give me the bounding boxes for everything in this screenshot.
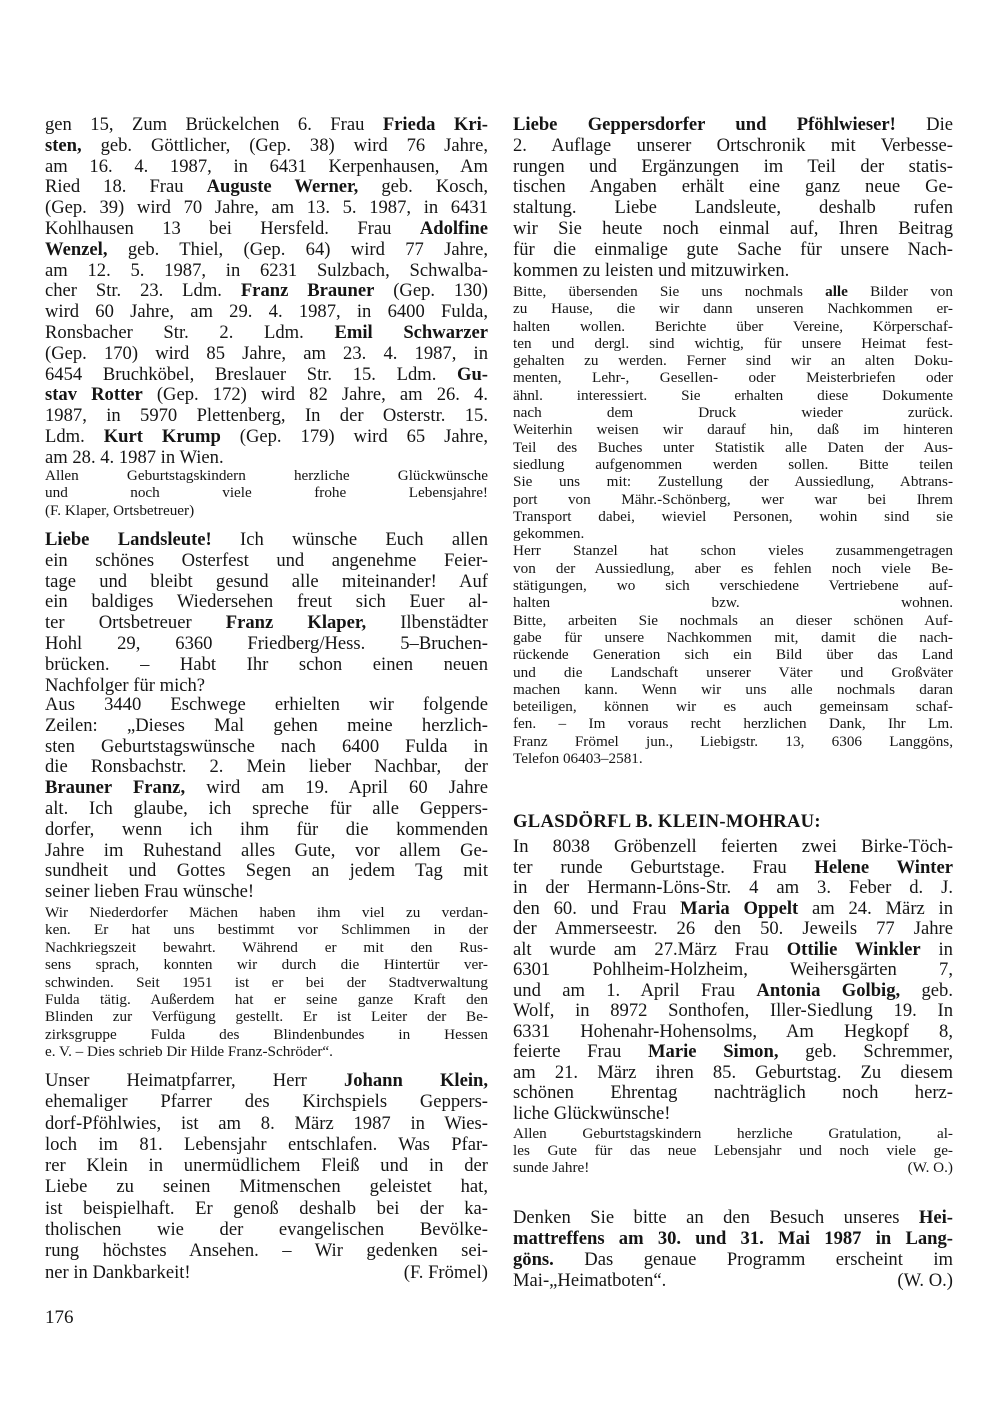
bold-name: Ottilie Winkler	[786, 938, 921, 960]
text-line	[45, 799, 488, 820]
bold-name: Maria Oppelt	[680, 897, 799, 919]
text-segment: staltung. Liebe Landsleute, deshalb rufen	[513, 197, 953, 219]
bold-name: Brauner Franz,	[45, 777, 186, 799]
text-segment: ken. Er hat uns bestimmt vor Schlimmen in der	[45, 921, 488, 939]
text-line	[513, 858, 953, 879]
text-segment: rungen und Ergänzungen im Teil der statis-	[513, 155, 953, 177]
text-segment: 6301 Pohlheim-Holzheim, Weihersgärten 7,	[513, 959, 953, 980]
text-line	[45, 778, 488, 799]
text-segment: Wolf, in 8972 Sonthofen, Iller-Siedlung 19. In	[513, 1000, 953, 1021]
text-segment: 6331 Hohenahr-Hohensolms, Am Hegkopf 8,	[513, 1020, 953, 1042]
text-line	[45, 757, 488, 778]
text-line	[513, 525, 953, 542]
text-segment: Wir Niederdorfer Mächen haben ihm viel zu verdan-	[45, 904, 488, 921]
bold-name: Johann Klein,	[343, 1070, 488, 1091]
text-line	[513, 491, 953, 508]
text-line	[513, 594, 953, 611]
text-segment: ten und dergl. sind wichtig, für unsere Heimat fest-	[513, 334, 953, 352]
text-line	[513, 560, 953, 577]
text-segment: 6454 Bruchköbel, Breslauer Str. 15. Ldm.	[45, 363, 457, 385]
text-segment: gehalten zu werden. Ferner sind wir an alten Doku-	[513, 352, 953, 370]
text-segment: machen kann. Wenn wir uns alle nochmals daran	[513, 680, 953, 698]
text-segment: In 8038 Gröbenzell feierten zwei Birke-Töch-	[513, 836, 953, 857]
text-line	[45, 115, 488, 136]
text-segment: geb. Göttlicher, (Gep. 38) wird 76 Jahre,	[81, 134, 488, 156]
text-line	[45, 841, 488, 862]
text-segment: GLASDÖRFL B. KLEIN-MOHRAU:	[513, 811, 821, 832]
text-line	[513, 698, 953, 715]
bold-name: Kurt Krump	[103, 425, 221, 447]
text-line	[45, 1026, 488, 1043]
text-line	[45, 427, 488, 448]
text-line	[513, 136, 953, 157]
text-line	[45, 921, 488, 938]
niederdorf-note	[45, 904, 488, 1061]
text-line	[45, 1008, 488, 1025]
text-segment: Bitte, übersenden Sie uns nochmals	[513, 283, 826, 300]
bold-name: Antonia Golbig,	[756, 979, 901, 1001]
text-segment: (Gep. 179) wird 65 Jahre,	[220, 425, 488, 447]
text-segment: und die Landschaft unserer Väter und Großväter	[513, 663, 953, 681]
text-segment: rung höchstes Ansehen. – Wir gedenken sei-	[45, 1240, 488, 1262]
text-segment: stätigungen, wo sich verschiedene Vertriebene auf-	[513, 577, 953, 595]
text-line	[45, 1240, 488, 1261]
text-segment: geb. Schremmer,	[778, 1041, 953, 1062]
text-line	[45, 157, 488, 178]
text-line	[45, 198, 488, 219]
text-segment: halten bzw. wohnen.	[513, 594, 953, 612]
text-segment: port von Mähr.-Schönberg, wer war bei Ihrem	[513, 490, 953, 508]
text-segment: Denken Sie bitte an den Besuch unseres	[513, 1207, 919, 1228]
text-segment: zu Hause, die wir dann unseren Nachkommen er-	[513, 300, 953, 318]
text-segment: ein schönes Osterfest und angenehme Feier-	[45, 549, 488, 571]
text-segment: Blinden zur Verfügung gestellt. Er ist Leiter der Be-	[45, 1008, 488, 1026]
text-line	[45, 939, 488, 956]
bold-name: Frieda Kri-	[382, 114, 488, 135]
text-line	[513, 811, 953, 833]
text-line	[45, 1113, 488, 1134]
text-segment: am 16. 4. 1987, in 6431 Kerpenhausen, Am	[45, 155, 488, 177]
text-line	[45, 882, 488, 903]
text-segment: sunde Jahre!	[513, 1159, 590, 1176]
text-segment: Allen Geburtstagskindern herzliche Glückwünsche	[45, 467, 488, 484]
text-line	[45, 1219, 488, 1240]
text-segment: Ilbenstädter	[366, 612, 488, 634]
text-line	[513, 508, 953, 525]
text-segment: (Gep. 130)	[374, 280, 488, 302]
bold-name: Franz Brauner	[240, 280, 375, 302]
text-line	[45, 956, 488, 973]
text-segment: Bilder von	[847, 283, 953, 300]
text-line	[45, 448, 488, 469]
text-segment: Mai-„Heimatboten“.	[513, 1270, 667, 1291]
text-segment: Franz Frömel jun., Liebigstr. 13, 6306 Langgöns,	[513, 732, 953, 750]
text-line	[45, 281, 488, 302]
text-line	[513, 456, 953, 473]
glasdoerfl-birthdays-paragraph	[513, 837, 953, 1124]
text-line	[513, 219, 953, 240]
text-segment: Das genaue Programm erscheint im	[553, 1249, 953, 1270]
text-line	[45, 716, 488, 737]
text-segment: tholischen wie der evangelischen Bevölke-	[45, 1219, 488, 1241]
text-segment: Jahre im Ruhestand alles Gute, vor allem Ge-	[45, 839, 488, 861]
text-line	[513, 577, 953, 594]
text-segment: der Ammerseestr. 26 den 50. Jeweils 77 Jahre	[513, 918, 953, 939]
text-segment: Ried 18. Frau	[45, 176, 207, 198]
text-line	[513, 733, 953, 750]
text-segment: rer Klein in unermüdlichem Fleiß und in der	[45, 1155, 488, 1177]
text-line	[45, 1155, 488, 1176]
bold-name: Emil Schwarzer	[334, 321, 489, 343]
text-segment: Liebe zu seinen Mitmenschen geleistet hat,	[45, 1176, 488, 1198]
text-segment: ehemaliger Pfarrer des Kirchspiels Geppers-	[45, 1091, 488, 1113]
bold-name: Liebe Geppersdorfer und Pföhlwieser!	[513, 114, 896, 135]
text-line	[45, 323, 488, 344]
bold-name: Franz Klaper,	[225, 612, 367, 634]
birthday-list-paragraph	[45, 115, 488, 469]
text-line	[513, 681, 953, 698]
text-segment: tischen Angaben erhält eine ganz neue Ge-	[513, 176, 953, 198]
text-segment: Herr Stanzel hat schon vieles zusammengetragen	[513, 542, 953, 560]
chronicle-request-note	[513, 283, 953, 767]
text-line	[513, 629, 953, 646]
text-line	[513, 1083, 953, 1104]
text-line	[513, 177, 953, 198]
author-signature: (F. Frömel)	[403, 1261, 488, 1283]
text-segment: halten wollen. Berichte über Vereine, Körperschaf-	[513, 317, 953, 335]
text-line	[45, 1070, 488, 1091]
text-line	[45, 592, 488, 613]
text-segment: Unser Heimatpfarrer, Herr	[45, 1070, 344, 1091]
text-segment: dorfer, wenn ich ihm für die kommenden	[45, 818, 488, 840]
text-line	[513, 981, 953, 1002]
text-line	[45, 1176, 488, 1197]
text-segment: schönen Ehrentag nachträglich noch herz-	[513, 1082, 953, 1103]
bold-name: Auguste Werner,	[206, 176, 359, 198]
text-segment: den 60. und Frau	[513, 897, 681, 919]
text-segment: Aus 3440 Eschwege erhielten wir folgende	[45, 694, 488, 715]
text-line	[513, 240, 953, 261]
text-line	[45, 551, 488, 572]
bold-name: göns.	[513, 1249, 554, 1270]
bold-name: Gu-	[457, 363, 488, 385]
text-line	[45, 240, 488, 261]
text-segment: ein baldiges Wiedersehen freut sich Euer al-	[45, 591, 488, 613]
text-line	[45, 136, 488, 157]
text-line	[45, 1262, 488, 1283]
text-segment: brücken. – Habt Ihr schon einen neuen	[45, 653, 488, 675]
text-segment: Allen Geburtstagskindern herzliche Gratulation, al-	[513, 1125, 953, 1142]
text-line	[513, 261, 953, 282]
text-segment: ist beispielhaft. Er genoß deshalb bei der ka-	[45, 1197, 488, 1219]
text-segment: sten Geburtstagswünsche nach 6400 Fulda in	[45, 735, 488, 757]
birthday-greeting-note	[45, 467, 488, 519]
bold-name: Liebe Landsleute!	[45, 529, 212, 550]
text-segment: alt. Ich glaube, ich spreche für alle Geppers-	[45, 797, 488, 819]
text-segment: Die	[895, 114, 953, 135]
text-line	[45, 365, 488, 386]
text-segment: Hohl 29, 6360 Friedberg/Hess. 5–Bruchen-	[45, 632, 488, 654]
text-line	[513, 473, 953, 490]
text-segment: (Gep. 39) wird 70 Jahre, am 13. 5. 1987, in 6431	[45, 197, 488, 219]
text-line	[45, 484, 488, 501]
text-line	[513, 646, 953, 663]
bold-name: sten,	[45, 134, 82, 156]
text-line	[513, 1104, 953, 1125]
text-segment: am 24. März in	[798, 897, 953, 919]
text-line	[513, 115, 953, 136]
bold-name: Wenzel,	[45, 238, 108, 260]
text-line	[513, 1001, 953, 1022]
text-line	[513, 1249, 953, 1270]
text-line	[45, 655, 488, 676]
text-line	[513, 1125, 953, 1142]
bold-name: mattreffens am 30. und 31. Mai 1987 in Lang-	[513, 1228, 953, 1249]
text-segment: Ich wünsche Euch allen	[211, 529, 489, 550]
text-line	[513, 919, 953, 940]
text-segment: gekommen.	[513, 525, 585, 543]
text-segment: geb. Thiel, (Gep. 64) wird 77 Jahre,	[107, 238, 488, 260]
text-line	[513, 715, 953, 732]
text-segment: ähnl. interessiert. Sie erhalten diese Dokumente	[513, 386, 953, 404]
text-segment: ner in Dankbarkeit!	[45, 1261, 191, 1283]
text-line	[45, 634, 488, 655]
heimattreffen-notice	[513, 1207, 953, 1291]
text-segment: Sie uns mit: Zustellung der Aussiedlung, Abtrans-	[513, 473, 953, 491]
text-line	[45, 385, 488, 406]
bold-name: Hei-	[918, 1207, 953, 1228]
text-segment: Weiterhin weisen wir darauf hin, daß im hinteren	[513, 421, 953, 439]
text-segment: kommen zu leisten und mitzuwirken.	[513, 259, 790, 281]
text-line	[513, 369, 953, 386]
text-line	[45, 991, 488, 1008]
text-segment: liche Glückwünsche!	[513, 1102, 671, 1124]
text-segment: ter Ortsbetreuer	[45, 612, 226, 634]
text-line	[513, 335, 953, 352]
text-segment: für die einmalige gute Sache für unsere Nach-	[513, 238, 953, 260]
text-segment: 2. Auflage unserer Ortschronik mit Verbesse-	[513, 134, 953, 156]
text-line	[513, 612, 953, 629]
text-segment: Zeilen: „Dieses Mal gehen meine herzlich-	[45, 714, 488, 736]
text-line	[513, 899, 953, 920]
text-line	[45, 1134, 488, 1155]
text-segment: gabe für unsere Nachkommen mit, damit die nach-	[513, 628, 953, 646]
text-segment: geb. Kosch,	[358, 176, 489, 198]
text-line	[513, 837, 953, 858]
page-number: 176	[45, 1307, 74, 1328]
easter-greeting-paragraph	[45, 530, 488, 696]
text-line	[513, 352, 953, 369]
text-segment: fen. – Im voraus recht herzlichen Dank, Ihr Lm.	[513, 715, 953, 733]
text-line	[45, 1091, 488, 1112]
text-segment: beteiligen, können wir es auch gemeinsam schaf-	[513, 698, 953, 716]
text-line	[513, 439, 953, 456]
text-segment: am 28. 4. 1987 in Wien.	[45, 446, 224, 468]
text-line	[45, 1043, 488, 1060]
text-segment: (Gep. 172) wird 82 Jahre, am 26. 4.	[142, 384, 488, 406]
text-line	[513, 318, 953, 335]
text-line	[45, 737, 488, 758]
text-segment: schwinden. Seit 1951 ist er bei der Stadtverwaltung	[45, 973, 488, 991]
text-segment: feierte Frau	[513, 1041, 648, 1062]
text-segment: (Gep. 170) wird 85 Jahre, am 23. 4. 1987, in	[45, 342, 488, 364]
section-heading	[513, 811, 953, 833]
text-line	[45, 219, 488, 240]
text-line	[513, 157, 953, 178]
text-segment: 1987, in 5970 Plettenberg, In der Osterstr. 15.	[45, 405, 488, 427]
eschwege-letter-paragraph	[45, 695, 488, 903]
text-line	[45, 904, 488, 921]
text-line	[45, 861, 488, 882]
text-segment: Kohlhausen 13 bei Hersfeld. Frau	[45, 217, 420, 239]
text-line	[513, 283, 953, 300]
text-line	[513, 1042, 953, 1063]
text-segment: Ronsbacher Str. 2. Ldm.	[45, 321, 335, 343]
obituary-paragraph	[45, 1070, 488, 1283]
text-segment: die Ronsbachstr. 2. Mein lieber Nachbar, der	[45, 756, 488, 778]
bold-name: alle	[825, 283, 848, 300]
author-signature: (W. O.)	[907, 1159, 953, 1176]
text-segment: wird am 19. April 60 Jahre	[185, 777, 488, 799]
text-segment: (F. Klaper, Ortsbetreuer)	[45, 501, 195, 519]
chronicle-appeal-paragraph	[513, 115, 953, 281]
text-segment: ter runde Geburtstage. Frau	[513, 856, 815, 878]
bold-name: stav Rotter	[45, 384, 143, 406]
text-line	[45, 695, 488, 716]
text-line	[513, 664, 953, 681]
text-segment: Nachkriegszeit bewahrt. Während er mit den Rus-	[45, 938, 488, 956]
text-segment: menten, Lehr-, Gesellen- oder Meisterbriefen oder	[513, 369, 953, 387]
text-line	[45, 572, 488, 593]
text-segment: cher Str. 23. Ldm.	[45, 280, 241, 302]
text-segment: Telefon 06403–2581.	[513, 750, 643, 768]
text-segment: von der Aussiedlung, aber es fehlen noch viele Be-	[513, 559, 953, 577]
text-line	[45, 1198, 488, 1219]
text-line	[513, 198, 953, 219]
author-signature: (W. O.)	[897, 1270, 953, 1291]
text-segment: rückende Generation sich ein Bild über das Land	[513, 646, 953, 664]
text-line	[45, 613, 488, 634]
text-segment: zirksgruppe Fulda des Blindenbundes in Hessen	[45, 1025, 488, 1043]
text-line	[45, 344, 488, 365]
text-segment: nach dem Druck wieder zurück.	[513, 404, 953, 422]
text-segment: Bitte, arbeiten Sie nochmals an dieser schönen Auf-	[513, 611, 953, 629]
text-line	[513, 1228, 953, 1249]
text-segment: wir Sie heute noch einmal auf, Ihren Beitrag	[513, 217, 953, 239]
text-segment: und am 1. April Frau	[513, 979, 757, 1001]
text-segment: sundheit und Gottes Segen an jedem Tag mit	[45, 860, 488, 882]
text-segment: geb.	[900, 979, 953, 1001]
text-line	[45, 530, 488, 551]
text-line	[513, 1159, 953, 1176]
text-segment: wird 60 Jahre, am 29. 4. 1987, in 6400 Fulda,	[45, 301, 488, 323]
text-segment: Fulda tätig. Außerdem hat er seine ganze Kraft den	[45, 991, 488, 1009]
text-line	[513, 1063, 953, 1084]
text-segment: am 12. 5. 1987, in 6231 Sulzbach, Schwalba-	[45, 259, 488, 281]
text-segment: e. V. – Dies schrieb Dir Hilde Franz-Schröder“.	[45, 1043, 333, 1061]
text-segment: gen 15, Zum Brückelchen 6. Frau	[45, 114, 383, 135]
text-line	[513, 940, 953, 961]
text-line	[513, 421, 953, 438]
text-segment: in der Hermann-Löns-Str. 4 am 3. Feber d. J.	[513, 877, 953, 898]
text-line	[45, 302, 488, 323]
text-line	[513, 300, 953, 317]
text-segment: in	[920, 938, 953, 960]
text-segment: und noch viele frohe Lebensjahre!	[45, 484, 488, 502]
text-line	[513, 1142, 953, 1159]
text-segment: alt wurde am 27.März Frau	[513, 938, 787, 960]
bold-name: Helene Winter	[814, 856, 953, 878]
text-line	[513, 750, 953, 767]
text-line	[513, 404, 953, 421]
text-segment: dorf-Pföhlwies, ist am 8. März 1987 in Wies-	[45, 1112, 488, 1134]
text-segment: Transport dabei, wieviel Personen, wohin sind sie	[513, 507, 953, 525]
text-segment: sens sprach, konnten wir durch die Hintertür ver-	[45, 956, 488, 974]
text-segment: les Gute für das neue Lebensjahr und noch viele ge-	[513, 1142, 953, 1159]
bold-name: Marie Simon,	[647, 1041, 779, 1062]
gratulation-note	[513, 1125, 953, 1176]
text-line	[45, 406, 488, 427]
text-line	[513, 542, 953, 559]
text-segment: Ldm.	[45, 425, 104, 447]
text-line	[45, 974, 488, 991]
text-line	[45, 820, 488, 841]
text-segment: seiner lieben Frau wünsche!	[45, 881, 255, 903]
text-line	[45, 177, 488, 198]
text-line	[513, 1270, 953, 1291]
text-line	[513, 387, 953, 404]
text-segment: am 21. März ihren 85. Geburtstag. Zu diesem	[513, 1061, 953, 1083]
text-line	[513, 960, 953, 981]
text-line	[513, 878, 953, 899]
text-segment: Teil des Buches unter Statistik alle Daten der Aus-	[513, 438, 953, 456]
text-line	[45, 261, 488, 282]
text-line	[513, 1207, 953, 1228]
bold-name: Adolfine	[419, 217, 488, 239]
text-segment: loch im 81. Lebensjahr entschlafen. Was Pfar-	[45, 1133, 488, 1155]
text-line	[513, 1022, 953, 1043]
text-line	[45, 502, 488, 519]
text-segment: Nachfolger für mich?	[45, 674, 206, 696]
text-segment: tage und bleibt gesund alle miteinander! Auf	[45, 570, 488, 592]
text-segment: siedlung aufgenommen werden sollen. Bitte teilen	[513, 455, 953, 473]
text-line	[45, 467, 488, 484]
